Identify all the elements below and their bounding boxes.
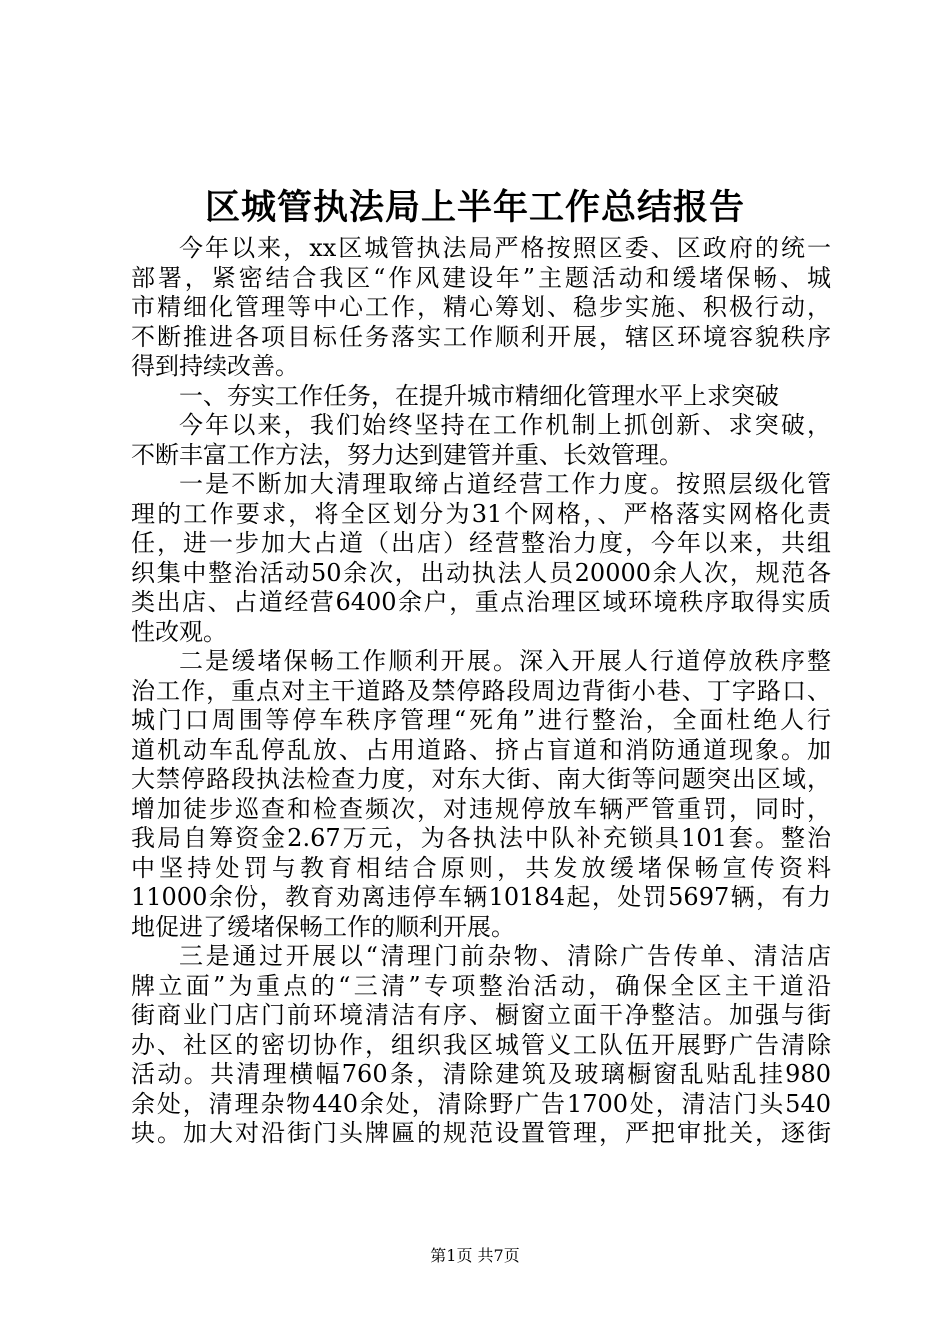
text-line: 余处，清理杂物440余处，清除野广告1700处，清洁门头540 xyxy=(131,1089,831,1118)
text-line: 不断推进各项目标任务落实工作顺利开展，辖区环境容貌秩序 xyxy=(131,322,831,351)
text-line: 一是不断加大清理取缔占道经营工作力度。按照层级化管 xyxy=(179,470,831,498)
text-line: 任，进一步加大占道（出店）经营整治力度，今年以来，共组 xyxy=(131,529,831,557)
text-line: 11000余份，教育劝离违停车辆10184起，处罚5697辆，有力 xyxy=(131,883,831,911)
text-line: 理的工作要求，将全区划分为31个网格，、严格落实网格化责 xyxy=(131,499,831,528)
text-line: 牌立面”为重点的“三清”专项整治活动，确保全区主干道沿 xyxy=(131,971,831,1000)
page-footer: 第1页 共7页 xyxy=(430,1246,520,1265)
text-line: 不断丰富工作方法，努力达到建管并重、长效管理。 xyxy=(131,440,683,469)
text-line: 市精细化管理等中心工作，精心筹划、稳步实施、积极行动， xyxy=(131,293,831,321)
text-line: 今年以来，我们始终坚持在工作机制上抓创新、求突破， xyxy=(179,411,831,439)
text-line: 活动。共清理横幅760条，清除建筑及玻璃橱窗乱贴乱挂980 xyxy=(131,1060,831,1088)
text-line: 增加徒步巡查和检查频次，对违规停放车辆严管重罚，同时， xyxy=(131,794,831,823)
document-body xyxy=(131,234,831,1149)
text-line: 街商业门店门前环境清洁有序、橱窗立面干净整洁。加强与街 xyxy=(131,1001,831,1029)
text-line: 得到持续改善。 xyxy=(131,352,299,380)
text-line: 道机动车乱停乱放、占用道路、挤占盲道和消防通道现象。加 xyxy=(131,735,831,764)
text-line: 办、社区的密切协作，组织我区城管义工队伍开展野广告清除 xyxy=(131,1030,831,1059)
text-line: 部署，紧密结合我区“作风建设年”主题活动和缓堵保畅、城 xyxy=(131,263,831,292)
text-line: 大禁停路段执法检查力度，对东大街、南大街等问题突出区域， xyxy=(131,765,831,793)
text-line: 三是通过开展以“清理门前杂物、清除广告传单、清洁店 xyxy=(179,942,831,970)
text-line: 城门口周围等停车秩序管理“死角”进行整治，全面杜绝人行 xyxy=(131,706,831,734)
document-title: 区城管执法局上半年工作总结报告 xyxy=(204,187,745,228)
text-line: 二是缓堵保畅工作顺利开展。深入开展人行道停放秩序整 xyxy=(179,647,831,675)
text-line: 今年以来，xx区城管执法局严格按照区委、区政府的统一 xyxy=(179,234,831,262)
text-line: 一、夯实工作任务，在提升城市精细化管理水平上求突破 xyxy=(179,381,779,410)
text-line: 我局自筹资金2.67万元，为各执法中队补充锁具101套。整治 xyxy=(131,824,831,852)
text-line: 治工作，重点对主干道路及禁停路段周边背街小巷、丁字路口、 xyxy=(131,676,831,705)
text-line: 地促进了缓堵保畅工作的顺利开展。 xyxy=(131,912,515,941)
text-line: 中坚持处罚与教育相结合原则，共发放缓堵保畅宣传资料 xyxy=(131,853,831,882)
text-line: 织集中整治活动50余次，出动执法人员20000余人次，规范各 xyxy=(131,558,831,587)
text-line: 类出店、占道经营6400余户，重点治理区域环境秩序取得实质 xyxy=(131,588,831,616)
text-line: 块。加大对沿街门头牌匾的规范设置管理，严把审批关，逐街 xyxy=(131,1119,831,1147)
text-line: 性改观。 xyxy=(131,617,227,646)
